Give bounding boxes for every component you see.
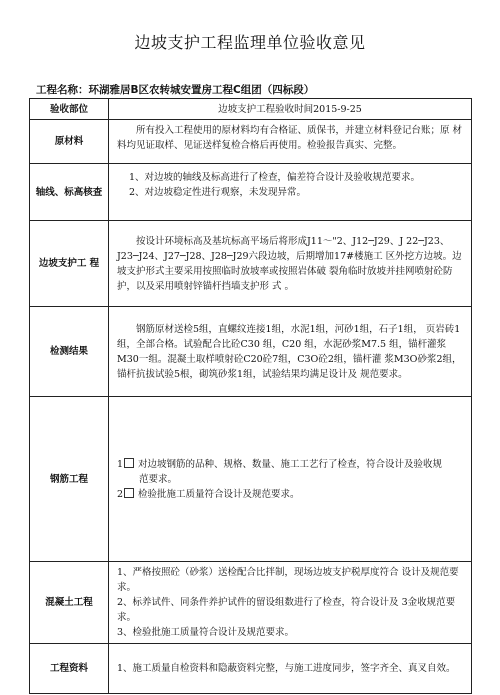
- row-materials: [30, 120, 472, 164]
- row-acceptance: [30, 99, 472, 120]
- materials-label: 原材料: [30, 120, 109, 164]
- checkbox-icon: [124, 458, 134, 468]
- testing-text: 钢筋原材送检5组，直螺纹连接1组，水泥1组，河砂1组，石子1组， 页岩砖1组，全部合格。试验配合比砼C30 组，C20 组，水泥砂浆M7.5 组，锚杆灌浆M30一组。混凝土取样喷射砼C20砼7组，C3O砼2组，锚杆灌 浆M3O砂浆2组，锚杆抗拔试验5根，砌筑砂浆1组，试验结果均满足设计及 规范要求。: [117, 323, 462, 380]
- testing-label: 检测结果: [30, 307, 109, 397]
- support-text: 按设计环境标高及基坑标高平场后将形成J11～"2、J12─J29、J 22─J23、J23─J24、J27─J28、J28─J29六段边坡，后期增加17#楼施工 区外挖方边坡。边坡支护形式主要采用按照临时放坡率或按照岩体破 裂角临时放坡并挂网喷射砼防护，以及采用喷射锌锚杆挡墙支护形 式 。: [117, 235, 462, 292]
- acceptance-label: 验收部位: [30, 99, 109, 120]
- row-concrete: [30, 562, 472, 644]
- page-title: 边坡支护工程监理单位验收意见: [134, 33, 366, 52]
- axis-item-2: 2、对边坡稳定性进行观察，未发现异常。: [129, 187, 307, 198]
- rebar-item-1-number: 1: [117, 458, 124, 470]
- materials-text: 所有投入工程使用的原材料均有合格证、质保书，并建立材料登记台账；原 材料均见证取样、见证送样复检合格后再使用。检验报告真实、完整。: [117, 125, 463, 151]
- docs-text: 1、施工质量自检资料和隐蔽资料完整，与施工进度同步，签字齐全、真叉自效。: [117, 663, 456, 674]
- concrete-item-1: 1、严格按照砼（砂浆）送检配合比拌制，现场边坡支护税厚度符合 设计及规范要求。: [117, 567, 459, 593]
- axis-label: 轴线、标高核查: [30, 164, 109, 221]
- row-rebar: [30, 397, 472, 562]
- concrete-item-2: 2、标养试件、同条件养护试件的留设组数进行了检查，符合设计及 3金收规范要求。: [117, 597, 456, 623]
- row-axis: [30, 164, 472, 221]
- acceptance-form-table: [29, 98, 472, 694]
- concrete-label: 混凝土工程: [30, 562, 109, 644]
- checkbox-icon: [124, 488, 134, 498]
- rebar-item-1-cont: 范要求。: [139, 473, 178, 485]
- project-name: 工程名称：环湖雅居B区农转城安置房工程C组团（四标段）: [36, 84, 315, 96]
- row-testing: [30, 307, 472, 397]
- rebar-item-1: 对边坡钢筋的品种、规格、数量、施工工艺行了检查，符合设计及验收规: [138, 458, 443, 470]
- rebar-label: 钢筋工程: [30, 397, 109, 562]
- rebar-item-2: 检验批施工质量符合设计及规范要求。: [138, 488, 300, 500]
- docs-label: 工程资料: [30, 644, 109, 694]
- acceptance-value: 边坡支护工程验收时间2015-9-25: [109, 99, 472, 120]
- rebar-item-2-number: 2: [117, 488, 124, 500]
- row-support: [30, 221, 472, 307]
- row-docs: [30, 644, 472, 694]
- axis-item-1: 1、对边坡的轴线及标高进行了检查，偏差符合设计及验收规范要求。: [129, 172, 421, 183]
- support-label: 边坡支护工 程: [30, 221, 109, 307]
- concrete-item-3: 3、检验批施工质量符合设计及规范要求。: [117, 627, 295, 638]
